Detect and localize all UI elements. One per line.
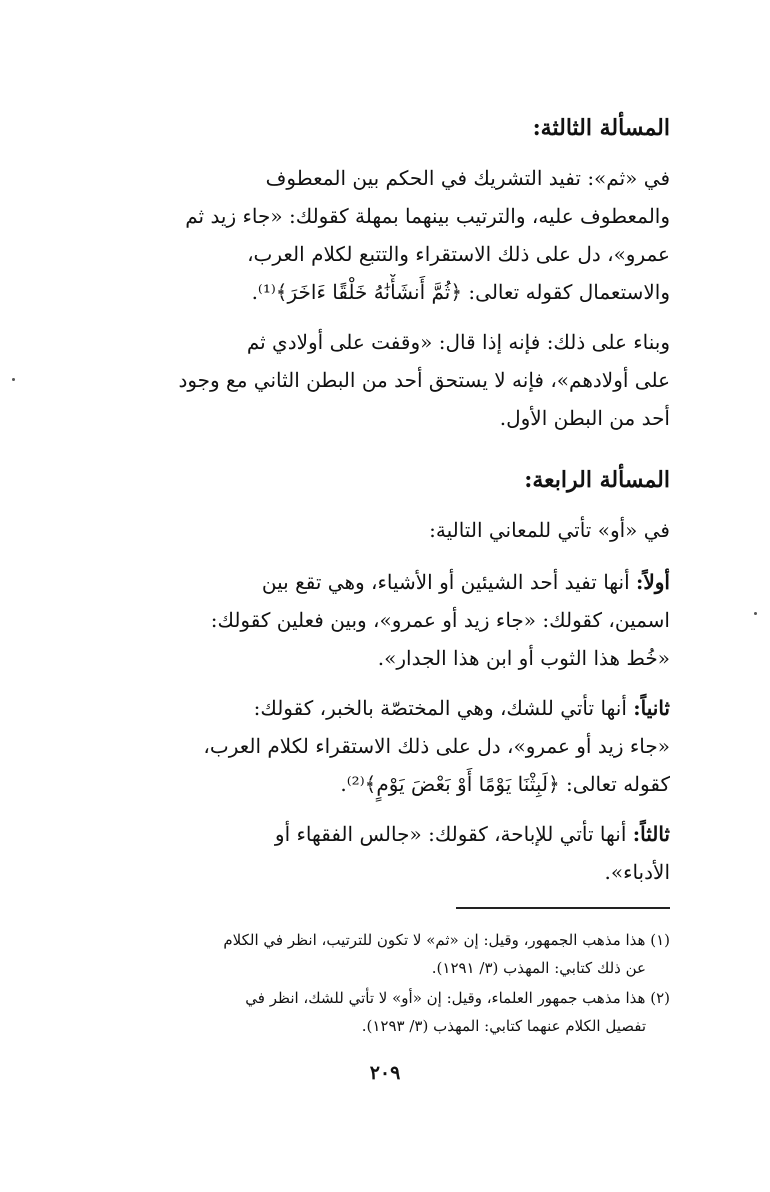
second-meaning-line-2: «جاء زيد أو عمرو»، دل على ذلك الاستقراء لكلام العرب، [203, 734, 670, 758]
third-meaning-label: ثالثاً: [632, 822, 670, 846]
first-meaning-line-2: اسمين، كقولك: «جاء زيد أو عمرو»، وبين فعلين كقولك: [210, 608, 670, 632]
second-meaning-label: ثانياً: [633, 696, 670, 720]
footnote-2-line-1: (٢) هذا مذهب جمهور العلماء، وقيل: إن «أو» لا تأتي للشك، انظر في [245, 989, 670, 1007]
first-meaning-text-1: أنها تفيد أحد الشيئين أو الأشياء، وهي تقع بين [261, 570, 636, 594]
footnote-divider [456, 907, 670, 909]
section-4-heading: المسألة الرابعة: [524, 467, 670, 493]
section-3-line-1: في «ثم»: تفيد التشريك في الحكم بين المعطوف [265, 166, 670, 190]
second-meaning-line-1 [102, 690, 670, 728]
third-meaning-line-1 [102, 816, 670, 854]
section-4-intro: في «أو» تأتي للمعاني التالية: [429, 518, 670, 542]
section-3-line-4: والاستعمال كقوله تعالى: ﴿ثُمَّ أَنشَأْنَٰهُ خَلْقًا ءَاخَرَ﴾⁽¹⁾. [251, 280, 670, 304]
section-3-para2-line-2: على أولادهم»، فإنه لا يستحق أحد من البطن الثاني مع وجود [178, 368, 670, 392]
section-3-para2-line-1: وبناء على ذلك: فإنه إذا قال: «وقفت على أولادي ثم [246, 330, 670, 354]
scan-speck [754, 612, 757, 615]
third-meaning-line-2: الأدباء». [604, 860, 670, 884]
first-meaning-line-1 [102, 564, 670, 602]
section-3-heading: المسألة الثالثة: [532, 115, 670, 141]
scan-speck [12, 378, 15, 381]
section-3-line-3: عمرو»، دل على ذلك الاستقراء والتتبع لكلام العرب، [247, 242, 670, 266]
first-meaning-line-3: «خُط هذا الثوب أو ابن هذا الجدار». [377, 646, 670, 670]
first-meaning-label: أولاً: [635, 570, 670, 594]
second-meaning-text-1: أنها تأتي للشك، وهي المختصّة بالخبر، كقولك: [253, 696, 634, 720]
section-3-para2-line-3: أحد من البطن الأول. [499, 406, 670, 430]
section-3-line-2: والمعطوف عليه، والترتيب بينهما بمهلة كقولك: «جاء زيد ثم [185, 204, 670, 228]
second-meaning-line-3: كقوله تعالى: ﴿لَبِثْنَا يَوْمًا أَوْ بَعْضَ يَوْمٍ﴾⁽²⁾. [340, 772, 670, 796]
footnote-2-line-2: تفصيل الكلام عنهما كتابي: المهذب (٣/ ١٢٩٣). [361, 1017, 646, 1035]
footnote-1-line-2: عن ذلك كتابي: المهذب (٣/ ١٢٩١). [431, 959, 646, 977]
footnote-1-line-1: (١) هذا مذهب الجمهور، وقيل: إن «ثم» لا تكون للترتيب، انظر في الكلام [223, 931, 670, 949]
third-meaning-text-1: أنها تأتي للإباحة، كقولك: «جالس الفقهاء أو [274, 822, 633, 846]
page-number: ٢٠٩ [369, 1062, 401, 1084]
